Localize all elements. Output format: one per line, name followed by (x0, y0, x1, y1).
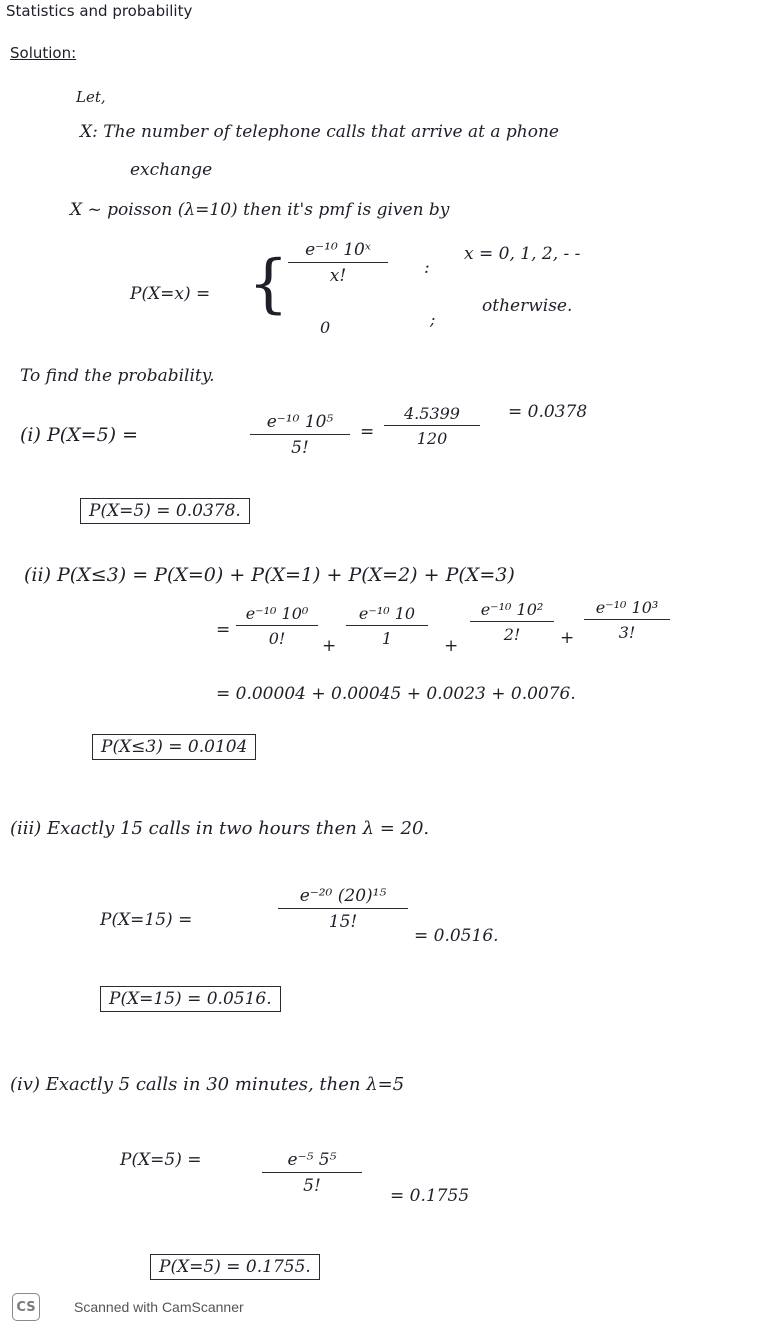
part2-fraction-4-denominator: 3! (618, 623, 636, 642)
pmf-case1-numerator: e⁻¹⁰ 10ˣ (305, 240, 371, 260)
part1-result: = 0.0378 (508, 402, 588, 422)
part2-fraction-4-bar (584, 619, 670, 620)
part2-boxed-answer: P(X≤3) = 0.0104 (92, 734, 256, 760)
part1-label: (i) P(X=5) = (20, 424, 139, 446)
part2-fraction-2 (346, 604, 428, 648)
part2-fraction-4 (584, 598, 670, 642)
part3-fraction (278, 886, 408, 932)
pmf-case2-condition: otherwise. (482, 296, 573, 316)
part2-fraction-3-bar (470, 621, 554, 622)
solution-label: Solution: (10, 44, 77, 62)
part3-lhs: P(X=15) = (100, 910, 193, 930)
part2-fraction-1-bar (236, 625, 318, 626)
part1-value-denominator: 120 (416, 429, 448, 448)
part4-fraction (262, 1150, 362, 1196)
part1-value-bar (384, 425, 480, 426)
pmf-case2-value: 0 (320, 318, 331, 337)
part4-result: = 0.1755 (390, 1186, 470, 1206)
part1-numerator: e⁻¹⁰ 10⁵ (266, 412, 334, 432)
part3-bar (278, 908, 408, 909)
find-probability-heading: To find the probability. (20, 366, 215, 386)
part4-lhs: P(X=5) = (120, 1150, 202, 1170)
part1-boxed-answer: P(X=5) = 0.0378. (80, 498, 250, 524)
part2-fraction-4-numerator: e⁻¹⁰ 10³ (595, 598, 659, 617)
part2-fraction-3-numerator: e⁻¹⁰ 10² (480, 600, 544, 619)
pmf-case1-denominator: x! (329, 266, 347, 286)
part2-plus-3: + (560, 628, 575, 648)
part3-boxed-answer: P(X=15) = 0.0516. (100, 986, 281, 1012)
pmf-lhs: P(X=x) = (130, 284, 211, 304)
part1-equals: = (360, 422, 375, 442)
part2-fraction-2-numerator: e⁻¹⁰ 10 (358, 604, 416, 623)
pmf-brace: { (248, 247, 289, 321)
part2-fraction-3-denominator: 2! (503, 625, 521, 644)
distribution-statement: X ~ poisson (λ=10) then it's pmf is given by (70, 200, 450, 220)
part1-value-fraction (384, 404, 480, 448)
pmf-case1-condition: x = 0, 1, 2, - - (464, 244, 581, 264)
part2-fraction-3 (470, 600, 554, 644)
part4-numerator: e⁻⁵ 5⁵ (287, 1150, 337, 1170)
part2-plus-2: + (444, 636, 459, 656)
part4-boxed-answer: P(X=5) = 0.1755. (150, 1254, 320, 1280)
let-text: Let, (76, 88, 106, 106)
pmf-case1-bar (288, 262, 388, 263)
variable-definition-line2: exchange (130, 160, 213, 180)
part2-plus-1: + (322, 636, 337, 656)
part4-bar (262, 1172, 362, 1173)
part2-fraction-1-denominator: 0! (268, 629, 286, 648)
pmf-case1-fraction (288, 240, 388, 286)
part3-numerator: e⁻²⁰ (20)¹⁵ (299, 886, 387, 906)
scanner-footer (12, 1293, 244, 1321)
part1-value-numerator: 4.5399 (404, 404, 460, 423)
part3-statement: (iii) Exactly 15 calls in two hours then λ = 20. (10, 818, 430, 839)
camscanner-logo-icon: CS (12, 1293, 40, 1321)
part4-denominator: 5! (303, 1176, 321, 1196)
part1-bar (250, 434, 350, 435)
part3-result: = 0.0516. (414, 926, 499, 946)
pmf-case1-separator: : (424, 258, 430, 278)
part2-equals: = (216, 620, 231, 640)
part2-line1: (ii) P(X≤3) = P(X=0) + P(X=1) + P(X=2) + P(X=3) (24, 564, 515, 586)
page-heading: Statistics and probability (6, 2, 193, 20)
scanner-watermark-text: Scanned with CamScanner (74, 1299, 244, 1315)
pmf-case2-separator: ; (430, 310, 436, 329)
part2-fraction-2-denominator: 1 (381, 629, 393, 648)
part3-denominator: 15! (328, 912, 358, 932)
part2-fraction-1 (236, 604, 318, 648)
part1-fraction (250, 412, 350, 458)
part2-fraction-1-numerator: e⁻¹⁰ 10⁰ (245, 604, 309, 623)
part1-denominator: 5! (291, 438, 309, 458)
part2-line3: = 0.00004 + 0.00045 + 0.0023 + 0.0076. (216, 684, 576, 704)
part4-statement: (iv) Exactly 5 calls in 30 minutes, then λ=5 (10, 1074, 405, 1095)
variable-definition-line1: X: The number of telephone calls that arrive at a phone (80, 122, 559, 142)
part2-fraction-2-bar (346, 625, 428, 626)
